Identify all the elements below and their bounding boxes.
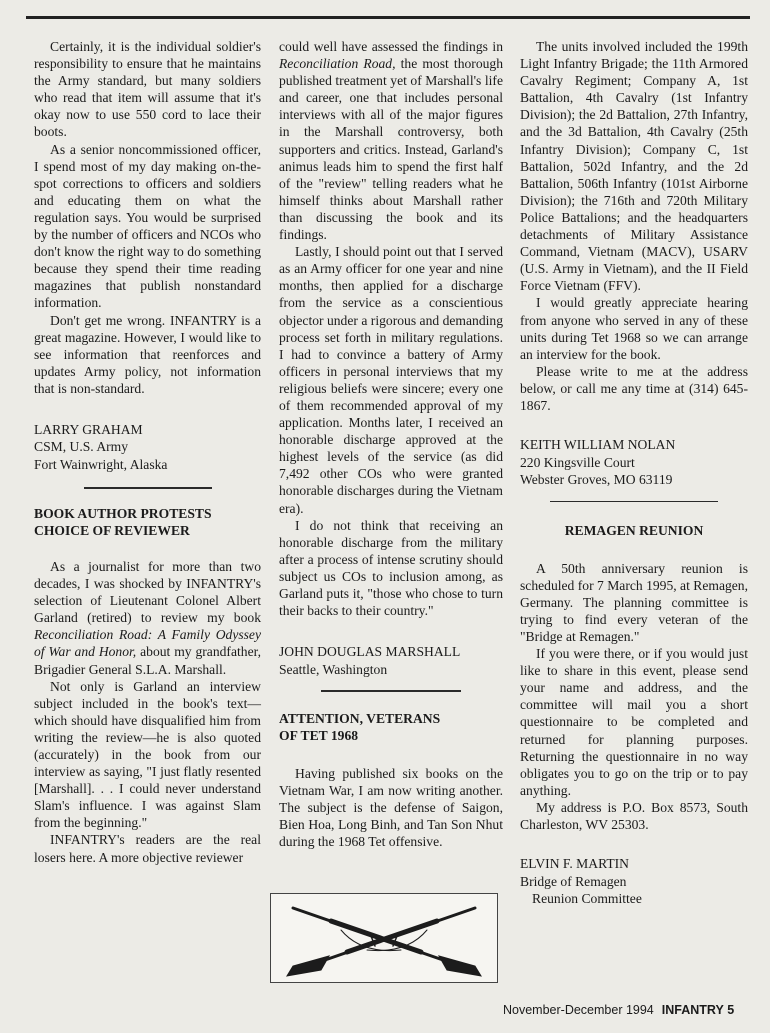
section-heading-tet	[279, 710, 503, 745]
column-1	[34, 38, 261, 866]
paragraph: Please write to me at the address below, or call me any time at (314) 645-1867.	[520, 363, 748, 413]
paragraph: I would greatly appreciate hearing from anyone who served in any of these units during Tet 1968 so we can arrange an interview for the book.	[520, 295, 748, 362]
paragraph: Lastly, I should point out that I served as an Army officer for one year and nine months, then applied for a discharge from the service as a conscientious objector under a rigorous and demanding process set forth in military regulations. I had to convince a battery of Army officers in personal interviews that my religious beliefs were sincere; every one of them recommended approval of my application. Months later, I received an honorable discharge approved at the highest levels of the service (as did 7,492 other COs who were granted honorable discharges during the Vietnam era).	[279, 244, 503, 516]
signature-name: ELVIN F. MARTIN	[520, 856, 629, 872]
signature-nolan	[520, 436, 748, 489]
paragraph: Having published six books on the Vietnam War, I am now writing another. The subject is the defense of Saigon, Bien Hoa, Long Binh, and Tan Son Nhut during the 1968 Tet offensive.	[279, 765, 503, 850]
paragraph: Don't get me wrong. INFANTRY is a great magazine. However, I would like to see information that reenforces and updates Army policy, not information that is non-standard.	[34, 312, 261, 396]
column-2	[279, 38, 503, 850]
heading-line: CHOICE OF REVIEWER	[34, 523, 190, 539]
page-footer	[503, 1003, 734, 1017]
signature-address: 220 Kingsville Court	[520, 454, 635, 470]
paragraph: My address is P.O. Box 8573, South Charleston, WV 25303.	[520, 799, 748, 832]
signature-place: Fort Wainwright, Alaska	[34, 456, 168, 472]
text-run: about my grandfather, Brigadier General S.L.A. Marshall.	[34, 644, 261, 677]
paragraph: A 50th anniversary reunion is scheduled for 7 March 1995, at Remagen, Germany. The planning committee is trying to find every veteran of the "Bridge at Remagen."	[520, 560, 749, 644]
signature-org: Reunion Committee	[532, 891, 642, 907]
signature-martin	[520, 855, 748, 908]
section-heading-remagen: REMAGEN REUNION	[564, 523, 704, 539]
signature-name: KEITH WILLIAM NOLAN	[520, 437, 676, 453]
issue-date: November-December 1994	[503, 1003, 654, 1017]
paragraph: The units involved included the 199th Light Infantry Brigade; the 11th Armored Cavalry Regiment; Company A, 1st Battalion, 4th Cavalry (1st Infantry Division); the 2d Battalion, 27th Infantry, and the 3d Battalion, 4th Cavalry (25th Infantry Division); Company C, 1st Battalion, 502d Infantry, and the 2d Battalion, 506th Infantry (101st Airborne Division); the 716th and 720th Military Police Battalions; and the headquarters detachments of Military Assistance Command, Vietnam (MACV), USARV (U.S. Army in Vietnam), and the II Field Force Vietnam (FFV).	[520, 39, 748, 294]
signature-graham	[34, 421, 261, 474]
book-title: Reconciliation Road: A Family Odyssey of War and Honor,	[34, 627, 261, 660]
section-heading-book-author	[34, 505, 261, 540]
book-title: Reconciliation Road,	[279, 56, 396, 72]
column-3	[520, 38, 748, 908]
paragraph: As a senior noncommissioned officer, I spend most of my day making on-the-spot corrections to officers and soldiers and educating them on what the regulation says. You would be surprised by the number of officers and NCOs who don't know the right way to do something because they spend their time reading magazines that publish nonstandard information.	[34, 141, 261, 311]
signature-place: Seattle, Washington	[279, 661, 388, 677]
paragraph: Not only is Garland an interview subject included in the book's text—which should have disqualified him from writing the review—he is also quoted (accurately) in the book from our interview as saying, "I just flatly resented [Marshall]. . . I could never understand Slam's influence. I was against Slam from the beginning."	[34, 678, 261, 831]
signature-org: Bridge of Remagen	[520, 873, 627, 889]
paragraph	[34, 558, 261, 678]
paragraph: If you were there, or if you would just like to share in this event, please send your name and address, and the committee will mail you a short questionnaire to be completed and returned for planning purposes. Returning the questionnaire in no way obligates you to go on the trip or to pay anything.	[520, 646, 748, 798]
crossed-rifles-icon	[271, 894, 497, 982]
paragraph: Certainly, it is the individual soldier's responsibility to ensure that he maintains the Army standard, but many soldiers who read that item will assume that it's okay now to use 550 cord to lace their boots.	[34, 39, 261, 140]
section-divider	[84, 487, 212, 489]
text-run: As a journalist for more than two decades, I was shocked by INFANTRY's selection of Lieutenant Colonel Albert Garland (retired) to review my book	[34, 558, 261, 626]
spacer	[34, 540, 261, 558]
paragraph	[279, 38, 503, 243]
spacer	[520, 540, 748, 560]
section-divider	[321, 690, 461, 692]
text-run: the most thorough published treatment yet of Marshall's life and career, one that includes personal interviews with all of the major figures in the Marshall controversy, both supporters and critics. Instead, Garland's animus leads him to spend the first half of the "review" telling readers what he himself thinks about Marshall rather than discussing the book and its findings.	[279, 56, 504, 243]
heading-line: OF TET 1968	[279, 728, 359, 744]
signature-name: JOHN DOUGLAS MARSHALL	[279, 644, 461, 660]
spacer	[279, 745, 503, 765]
section-divider	[550, 501, 718, 503]
paragraph: I do not think that receiving an honorable discharge from the military after a process of intense scrutiny should subject us COs to inclusion among, as Garland puts it, "those who chose to turn their backs to their country."	[279, 517, 503, 619]
heading-line: BOOK AUTHOR PROTESTS	[34, 505, 212, 521]
heading-line: ATTENTION, VETERANS	[279, 710, 441, 726]
text-run: could well have assessed the findings in	[279, 39, 503, 54]
signature-address: Webster Groves, MO 63119	[520, 472, 673, 488]
signature-title: CSM, U.S. Army	[34, 439, 129, 455]
signature-name: LARRY GRAHAM	[34, 421, 143, 437]
page-number: 5	[727, 1003, 735, 1017]
paragraph: INFANTRY's readers are the real losers here. A more objective reviewer	[34, 832, 261, 865]
signature-marshall	[279, 643, 503, 678]
crossed-rifles-illustration	[270, 893, 498, 983]
top-rule	[26, 16, 750, 19]
magazine-name: INFANTRY	[661, 1003, 724, 1017]
